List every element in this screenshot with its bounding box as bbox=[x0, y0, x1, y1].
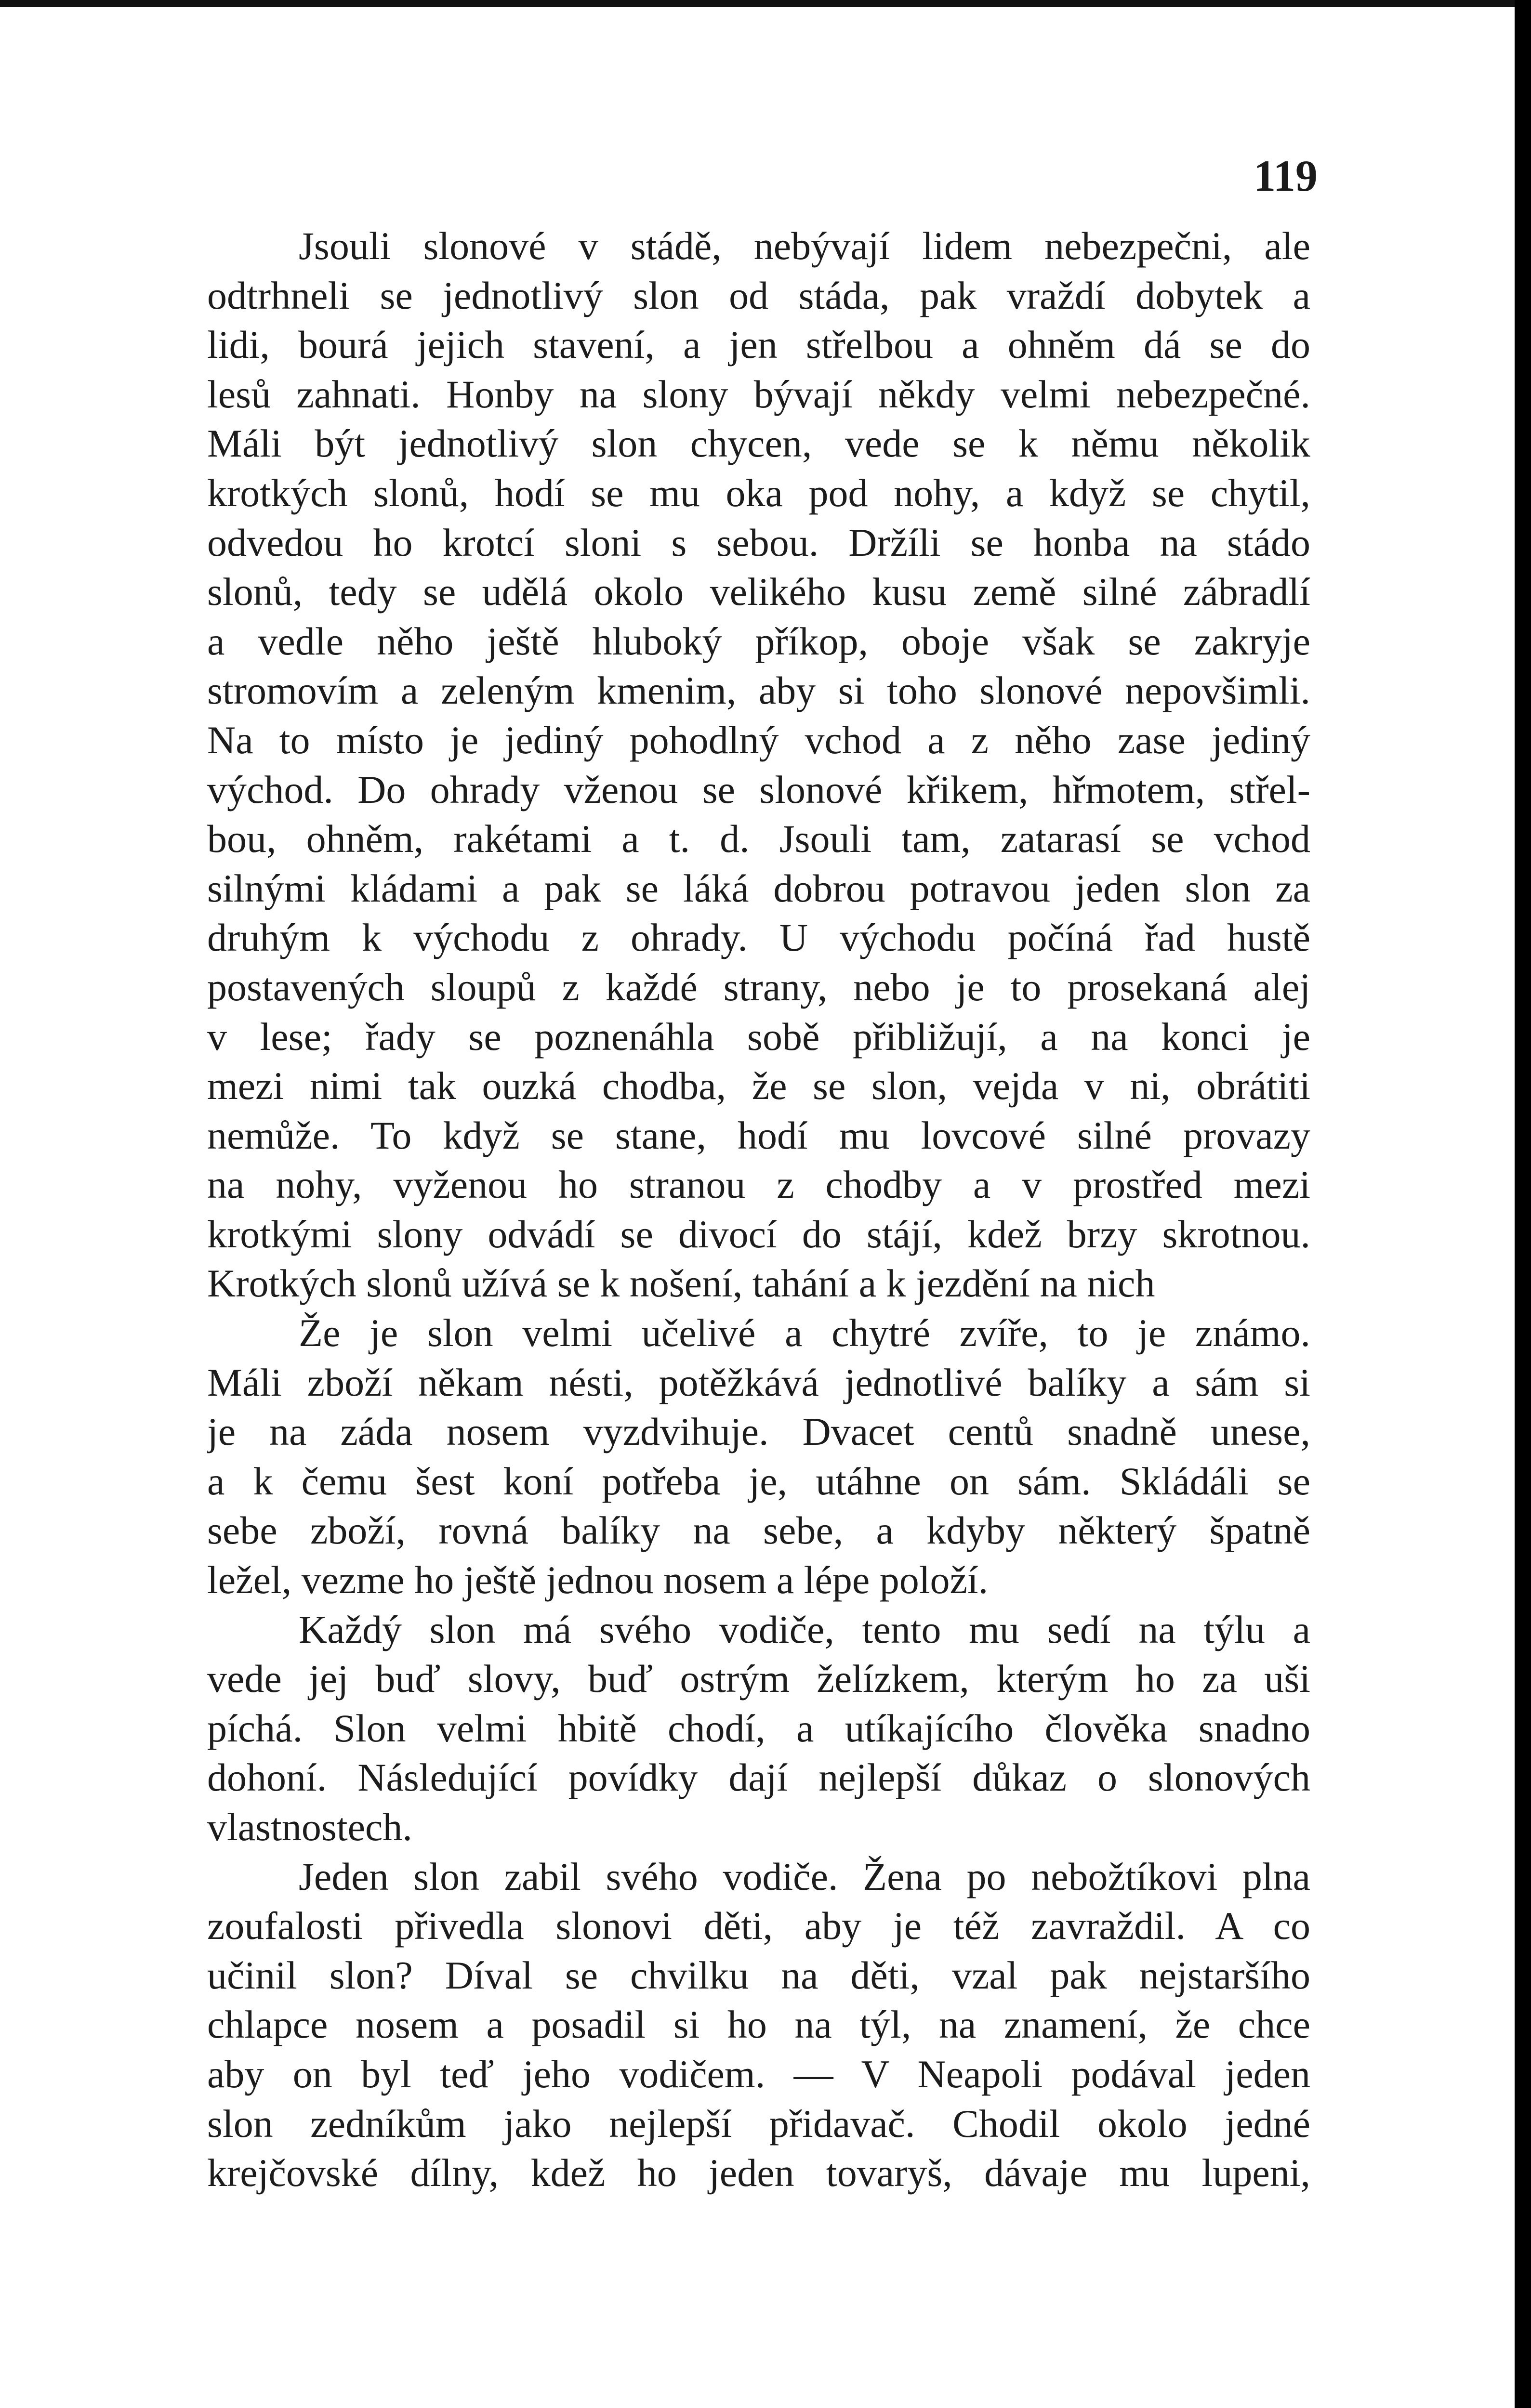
text-line: východ. Do ohrady vženou se slonové křikem, hřmotem, střel- bbox=[207, 767, 1310, 811]
text-line: slon zedníkům jako nejlepší přidavač. Chodil okolo jedné bbox=[207, 2101, 1310, 2146]
text-line: sebe zboží, rovná balíky na sebe, a kdyby některý špatně bbox=[207, 1508, 1310, 1553]
text-line: krotkých slonů, hodí se mu oka pod nohy, a když se chytil, bbox=[207, 471, 1310, 515]
text-line: Máli být jednotlivý slon chycen, vede se k němu několik bbox=[207, 421, 1310, 466]
text-line: krotkými slony odvádí se divocí do stájí, kdež brzy skrotnou. bbox=[207, 1212, 1310, 1256]
text-line: mezi nimi tak ouzká chodba, že se slon, vejda v ni, obrátiti bbox=[207, 1064, 1310, 1108]
text-line: Jsouli slonové v stádě, nebývají lidem nebezpečni, ale bbox=[299, 224, 1310, 268]
text-line: dohoní. Následující povídky dají nejlepší důkaz o slonových bbox=[207, 1755, 1310, 1800]
text-line: vede jej buď slovy, buď ostrým želízkem, kterým ho za uši bbox=[207, 1657, 1310, 1701]
text-line: Jeden slon zabil svého vodiče. Žena po nebožtíkovi plna bbox=[299, 1854, 1310, 1898]
text-line: Na to místo je jediný pohodlný vchod a z něho zase jediný bbox=[207, 718, 1310, 762]
scan-edge-top bbox=[0, 0, 1531, 7]
text-line: Že je slon velmi učelivé a chytré zvíře, to je známo. bbox=[299, 1311, 1310, 1355]
text-line: Máli zboží někam nésti, potěžkává jednotlivé balíky a sám si bbox=[207, 1360, 1310, 1404]
text-line: lidi, bourá jejich stavení, a jen střelbou a ohněm dá se do bbox=[207, 323, 1310, 367]
text-line: v lese; řady se poznenáhla sobě přibližují, a na konci je bbox=[207, 1014, 1310, 1059]
text-line: učinil slon? Díval se chvilku na děti, vzal pak nejstaršího bbox=[207, 1953, 1310, 1997]
text-line: druhým k východu z ohrady. U východu počíná řad hustě bbox=[207, 916, 1310, 960]
body-text bbox=[207, 222, 1310, 2198]
text-line: stromovím a zeleným kmenim, aby si toho slonové nepovšimli. bbox=[207, 668, 1310, 713]
text-line: postavených sloupů z každé strany, nebo je to prosekaná alej bbox=[207, 965, 1310, 1009]
text-line: odvedou ho krotcí sloni s sebou. Držíli se honba na stádo bbox=[207, 520, 1310, 564]
text-line: ležel, vezme ho ještě jednou nosem a lépe položí. bbox=[207, 1558, 989, 1602]
text-line: odtrhneli se jednotlivý slon od stáda, pak vraždí dobytek a bbox=[207, 273, 1310, 317]
text-line: na nohy, vyženou ho stranou z chodby a v prostřed mezi bbox=[207, 1163, 1310, 1207]
text-line: a k čemu šest koní potřeba je, utáhne on sám. Skládáli se bbox=[207, 1459, 1310, 1503]
text-line: píchá. Slon velmi hbitě chodí, a utíkajícího člověka snadno bbox=[207, 1706, 1310, 1750]
text-line: silnými kládami a pak se láká dobrou potravou jeden slon za bbox=[207, 866, 1310, 910]
text-line: vlastnostech. bbox=[207, 1805, 412, 1849]
text-line: bou, ohněm, rakétami a t. d. Jsouli tam, zatarasí se vchod bbox=[207, 817, 1310, 861]
text-line: nemůže. To když se stane, hodí mu lovcové silné provazy bbox=[207, 1113, 1310, 1157]
text-line: je na záda nosem vyzdvihuje. Dvacet centů snadně unese, bbox=[207, 1410, 1310, 1454]
text-line: Krotkých slonů užívá se k nošení, tahání a k jezdění na nich bbox=[207, 1261, 1155, 1306]
text-line: lesů zahnati. Honby na slony bývají někdy velmi nebezpečné. bbox=[207, 372, 1310, 416]
text-line: zoufalosti přivedla slonovi děti, aby je též zavraždil. A co bbox=[207, 1904, 1310, 1948]
text-line: aby on byl teď jeho vodičem. — V Neapoli podával jeden bbox=[207, 2052, 1310, 2096]
text-line: krejčovské dílny, kdež ho jeden tovaryš, dávaje mu lupeni, bbox=[207, 2151, 1310, 2195]
text-line: slonů, tedy se udělá okolo velikého kusu země silné zábradlí bbox=[207, 570, 1310, 614]
text-line: chlapce nosem a posadil si ho na týl, na znamení, že chce bbox=[207, 2002, 1310, 2047]
text-line: a vedle něho ještě hluboký příkop, oboje však se zakryje bbox=[207, 619, 1310, 663]
page-number: 119 bbox=[1254, 151, 1318, 200]
text-line: Každý slon má svého vodiče, tento mu sedí na týlu a bbox=[299, 1607, 1310, 1651]
scan-edge-right bbox=[1515, 0, 1531, 2408]
